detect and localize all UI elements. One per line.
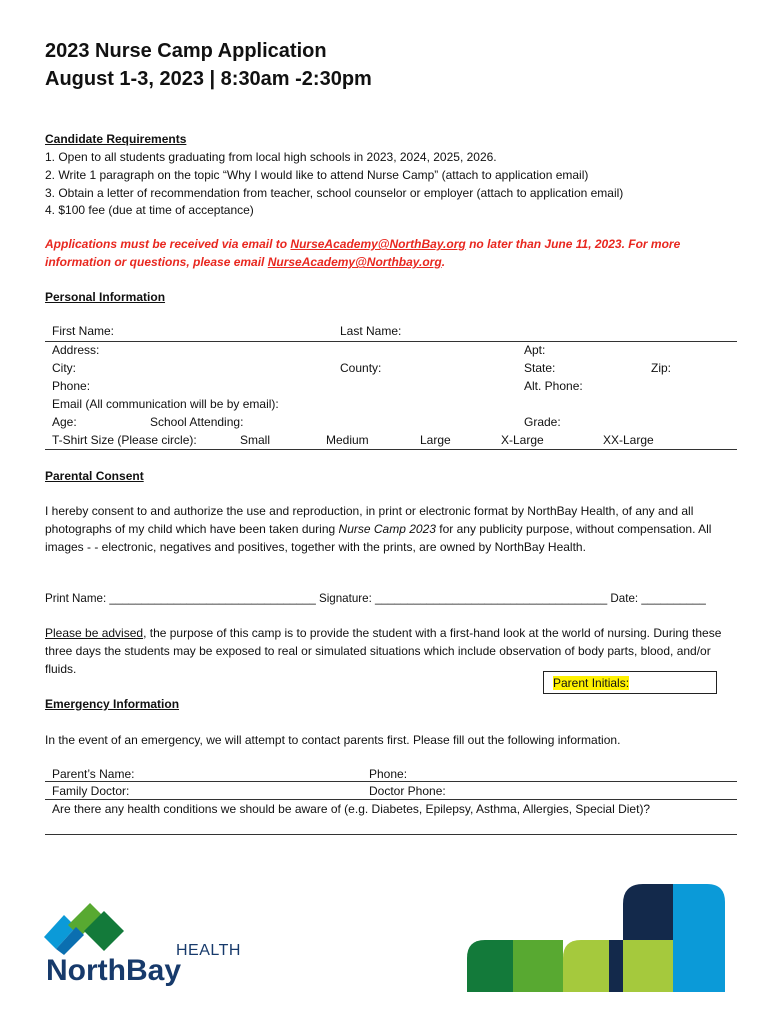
last-name-field[interactable]: Last Name: [340, 324, 402, 338]
page-subtitle-dates: August 1-3, 2023 | 8:30am -2:30pm [45, 68, 372, 90]
northbay-leaf-icon [42, 903, 132, 955]
parent-name-field[interactable]: Parent’s Name: [52, 767, 135, 781]
logo-northbay-text: NorthBay [46, 954, 182, 987]
requirement-item: 3. Obtain a letter of recommendation from teacher, school counselor or employer (attach to application email) [45, 186, 624, 200]
advisory-text: , the purpose of this camp is to provide the student with a first-hand look at the world of nursing. During these three days the students may be exposed to real or simulated situations which include observation of body parts, blood, and/or fluids. [45, 626, 722, 676]
requirements-heading: Candidate Requirements [45, 132, 187, 146]
requirement-item: 2. Write 1 paragraph on the topic “Why I would like to attend Nurse Camp” (attach to application email) [45, 168, 589, 182]
size-option-medium[interactable]: Medium [326, 433, 369, 447]
parent-initials-box[interactable] [543, 671, 717, 694]
divider [45, 449, 737, 450]
consent-text: for any publicity purpose, without compensation. All images - - electronic, negatives and positives, together with the prints, are owned by NorthBay Health. [45, 522, 712, 554]
parent-phone-field[interactable]: Phone: [369, 767, 408, 781]
phone-field[interactable]: Phone: [52, 379, 91, 393]
signature-line[interactable]: Print Name: ________________________________ Signature: ____________________________________ Date: __________ [45, 592, 706, 605]
first-name-field[interactable]: First Name: [52, 324, 115, 338]
brand-blocks-graphic [467, 884, 727, 992]
county-field[interactable]: County: [340, 361, 382, 375]
consent-text-italic: Nurse Camp 2023 [338, 522, 436, 536]
parent-initials-label: Parent Initials: [553, 676, 630, 690]
page-title: 2023 Nurse Camp Application [45, 40, 327, 62]
divider [45, 341, 737, 342]
zip-field[interactable]: Zip: [651, 361, 672, 375]
tshirt-label: T-Shirt Size (Please circle): [52, 433, 197, 447]
emergency-heading: Emergency Information [45, 697, 180, 711]
logo-health-text: HEALTH [176, 942, 241, 959]
consent-heading: Parental Consent [45, 469, 144, 483]
health-conditions-field[interactable]: Are there any health conditions we should be aware of (e.g. Diabetes, Epilepsy, Asthma, Allergies, Special Diet)? [52, 802, 651, 816]
emergency-intro: In the event of an emergency, we will attempt to contact parents first. Please fill out the following information. [45, 733, 621, 747]
divider [45, 799, 737, 800]
notice-text: Applications must be received via email to [45, 237, 291, 251]
advisory-label: Please be advised [45, 626, 144, 640]
alt-phone-field[interactable]: Alt. Phone: [524, 379, 583, 393]
requirement-item: 1. Open to all students graduating from local high schools in 2023, 2024, 2025, 2026. [45, 150, 497, 164]
age-field[interactable]: Age: [52, 415, 77, 429]
notice-text: information or questions, please email [45, 255, 268, 269]
consent-text: I hereby consent to and authorize the use and reproduction, in print or electronic format by NorthBay Health, of any and all photographs of my child which have been taken during [45, 504, 694, 536]
application-notice-line2 [45, 253, 445, 271]
state-field[interactable]: State: [524, 361, 556, 375]
notice-text: no later than June 11, 2023. For more [465, 237, 681, 251]
notice-text: . [441, 255, 446, 269]
school-field[interactable]: School Attending: [150, 415, 244, 429]
size-option-xlarge[interactable]: X-Large [501, 433, 544, 447]
requirement-item: 4. $100 fee (due at time of acceptance) [45, 203, 254, 217]
size-option-small[interactable]: Small [240, 433, 271, 447]
email-field[interactable]: Email (All communication will be by email): [52, 397, 279, 411]
apt-field[interactable]: Apt: [524, 343, 546, 357]
doctor-phone-field[interactable]: Doctor Phone: [369, 784, 446, 798]
address-field[interactable]: Address: [52, 343, 100, 357]
personal-info-heading: Personal Information [45, 290, 166, 304]
advisory-paragraph [45, 624, 735, 678]
family-doctor-field[interactable]: Family Doctor: [52, 784, 130, 798]
consent-paragraph [45, 502, 735, 556]
divider [45, 834, 737, 835]
email-link[interactable]: NurseAcademy@Northbay.org [267, 255, 442, 269]
city-field[interactable]: City: [52, 361, 76, 375]
divider [45, 781, 737, 782]
grade-field[interactable]: Grade: [524, 415, 561, 429]
size-option-large[interactable]: Large [420, 433, 451, 447]
size-option-xxlarge[interactable]: XX-Large [603, 433, 654, 447]
email-link[interactable]: NurseAcademy@NorthBay.org [290, 237, 466, 251]
application-notice [45, 235, 680, 253]
